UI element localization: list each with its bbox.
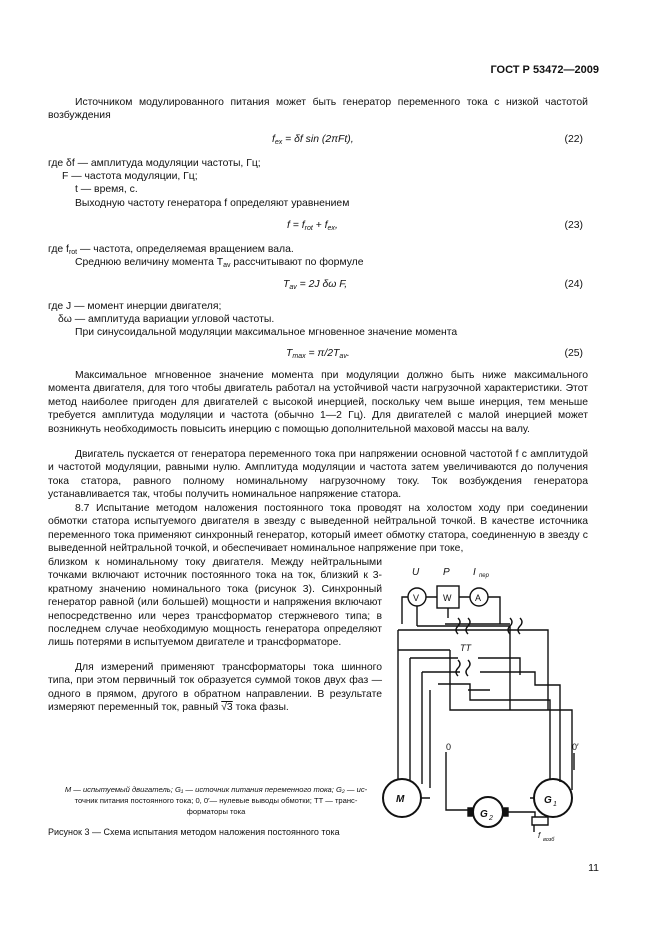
gen2-sub: 2 xyxy=(489,815,493,822)
legend-line: форматоры тока xyxy=(186,807,246,816)
generator-g1 xyxy=(534,779,572,817)
paragraph-motor-start: Двигатель пускается от генератора переменного тока при напряжении основной частотой f с амплитудой и частотой модуляции, равными нулю. Амплитуда модуляции и частота затем увеличиваются до получения тока статора, равного полному номинальному нагрузочному току. Ток возбуждения генератора устанавливается так, чтобы получить номинальное напряжение статора. xyxy=(48,449,588,501)
equation-25-number: (25) xyxy=(564,348,583,359)
label-neutral-0-prime: 0′ xyxy=(572,742,579,752)
paragraph-line: Выходную частоту генератора f определяют уравнением xyxy=(75,198,350,209)
excitation-sub: возб xyxy=(543,837,555,843)
label-u: U xyxy=(412,567,420,578)
gen1-label: G xyxy=(544,795,552,806)
generator-g2 xyxy=(473,797,503,827)
legend-line: M — испытуемый двигатель; G₁ — источник питания переменного тока; G₂ — ис- xyxy=(64,785,368,794)
test-circuit-diagram xyxy=(360,560,600,850)
paragraph-line: При синусоидальной модуляции максимальное мгновенное значение момента xyxy=(75,327,458,338)
page-number: 11 xyxy=(588,862,599,874)
equation-22-number: (22) xyxy=(564,134,583,145)
equation-24: $T_{av} = 2J$ δω F, xyxy=(283,279,348,291)
equation-23: $f = f_{rot} + f_{ex}$, xyxy=(287,220,338,232)
motor-label: M xyxy=(396,794,405,805)
legend-line: точник питания постоянного тока; 0, 0′— нулевые выводы обмотки; TT — транс- xyxy=(74,796,358,805)
figure-title: Рисунок 3 — Схема испытания методом наложения постоянного тока xyxy=(48,827,340,837)
definition-line: F — частота модуляции, Гц; xyxy=(62,171,198,182)
equation-24-number: (24) xyxy=(564,279,583,290)
gen1-sub: 1 xyxy=(553,801,557,808)
label-p: P xyxy=(443,567,450,578)
label-i: I xyxy=(473,567,476,578)
label-tt: TT xyxy=(460,643,471,653)
meter-v-label: V xyxy=(413,593,420,603)
definition-line: где $f_{rot}$ — частота, определяемая вращением вала. xyxy=(48,244,294,256)
paragraph-max-torque: Максимальное мгновенное значение момента при модуляции должно быть ниже максимального момента двигателя, для того чтобы двигатель работал на устойчивой части нагрузочной характеристики. Этот метод наиболее пригоден для двигателей с высокой инерцией, поскольку чем выше инерция, тем меньше требуется амплитуда модуляции и частота (обычно 1—2 Гц). Для двигателей с малой инерцией может возникнуть необходимость повысить инерцию с помощью дополнительной маховой массы на валу. xyxy=(48,370,588,435)
gen2-label: G xyxy=(480,809,488,820)
paragraph-line: Среднюю величину момента $T_{av}$ рассчитывают по формуле xyxy=(75,257,364,269)
meter-w-label: W xyxy=(443,593,452,603)
equation-22: $f_{ex} = \delta f$ sin (2πFt), xyxy=(272,134,354,146)
paragraph-8-7: 8.7 Испытание методом наложения постоянного тока проводят на холостом ходу при соединении обмотки статора испытуемого двигателя в звезду с выведенной нейтральной точкой. В качестве источника переменного тока применяют синхронный генератор, который имеет обмотку статора, соединенную в звезду с выведенной нейтральной точкой, и обеспечивает номинальное напряжение при токе, xyxy=(48,503,588,555)
meter-a-label: A xyxy=(475,593,482,603)
label-i-sub: пер xyxy=(479,573,489,579)
paragraph-8-7-continued: близком к номинальному току двигателя. Между нейтральными точками включают источник постоянного тока на ток, близкий к 3-кратному значению номинального тока (рисунок 3). Синхронный генератор равной (или большей) мощности и напряжения включают непосредственно или через трансформатор стержневого типа; в последнем случае необходимую мощность генератора определяют лишь потерями в испытуемом двигателе и трансформаторе. xyxy=(48,557,382,649)
excitation-label: f xyxy=(538,831,541,840)
definition-line: где J — момент инерции двигателя; xyxy=(48,301,222,312)
document-header: ГОСТ Р 53472—2009 xyxy=(490,64,599,76)
definition-line: t — время, с. xyxy=(75,184,138,195)
equation-23-number: (23) xyxy=(564,220,583,231)
equation-25: $T_{max} = \pi/2T_{av}$. xyxy=(286,348,350,360)
definition-line: δω — амплитуда вариации угловой частоты. xyxy=(58,314,275,325)
paragraph-intro: Источником модулированного питания может быть генератор переменного тока с низкой частотой возбуждения xyxy=(48,97,588,122)
figure-legend xyxy=(48,784,384,817)
paragraph-measurement: Для измерений применяют трансформаторы тока шинного типа, при этом первичный ток образуется суммой токов двух фаз — одного в прямом, другого в обратном направлении. В результате измеряют переменный ток, равный √3 тока фазы. xyxy=(48,662,382,714)
definition-line: где δf — амплитуда модуляции частоты, Гц; xyxy=(48,158,261,169)
label-neutral-0: 0 xyxy=(446,742,452,752)
